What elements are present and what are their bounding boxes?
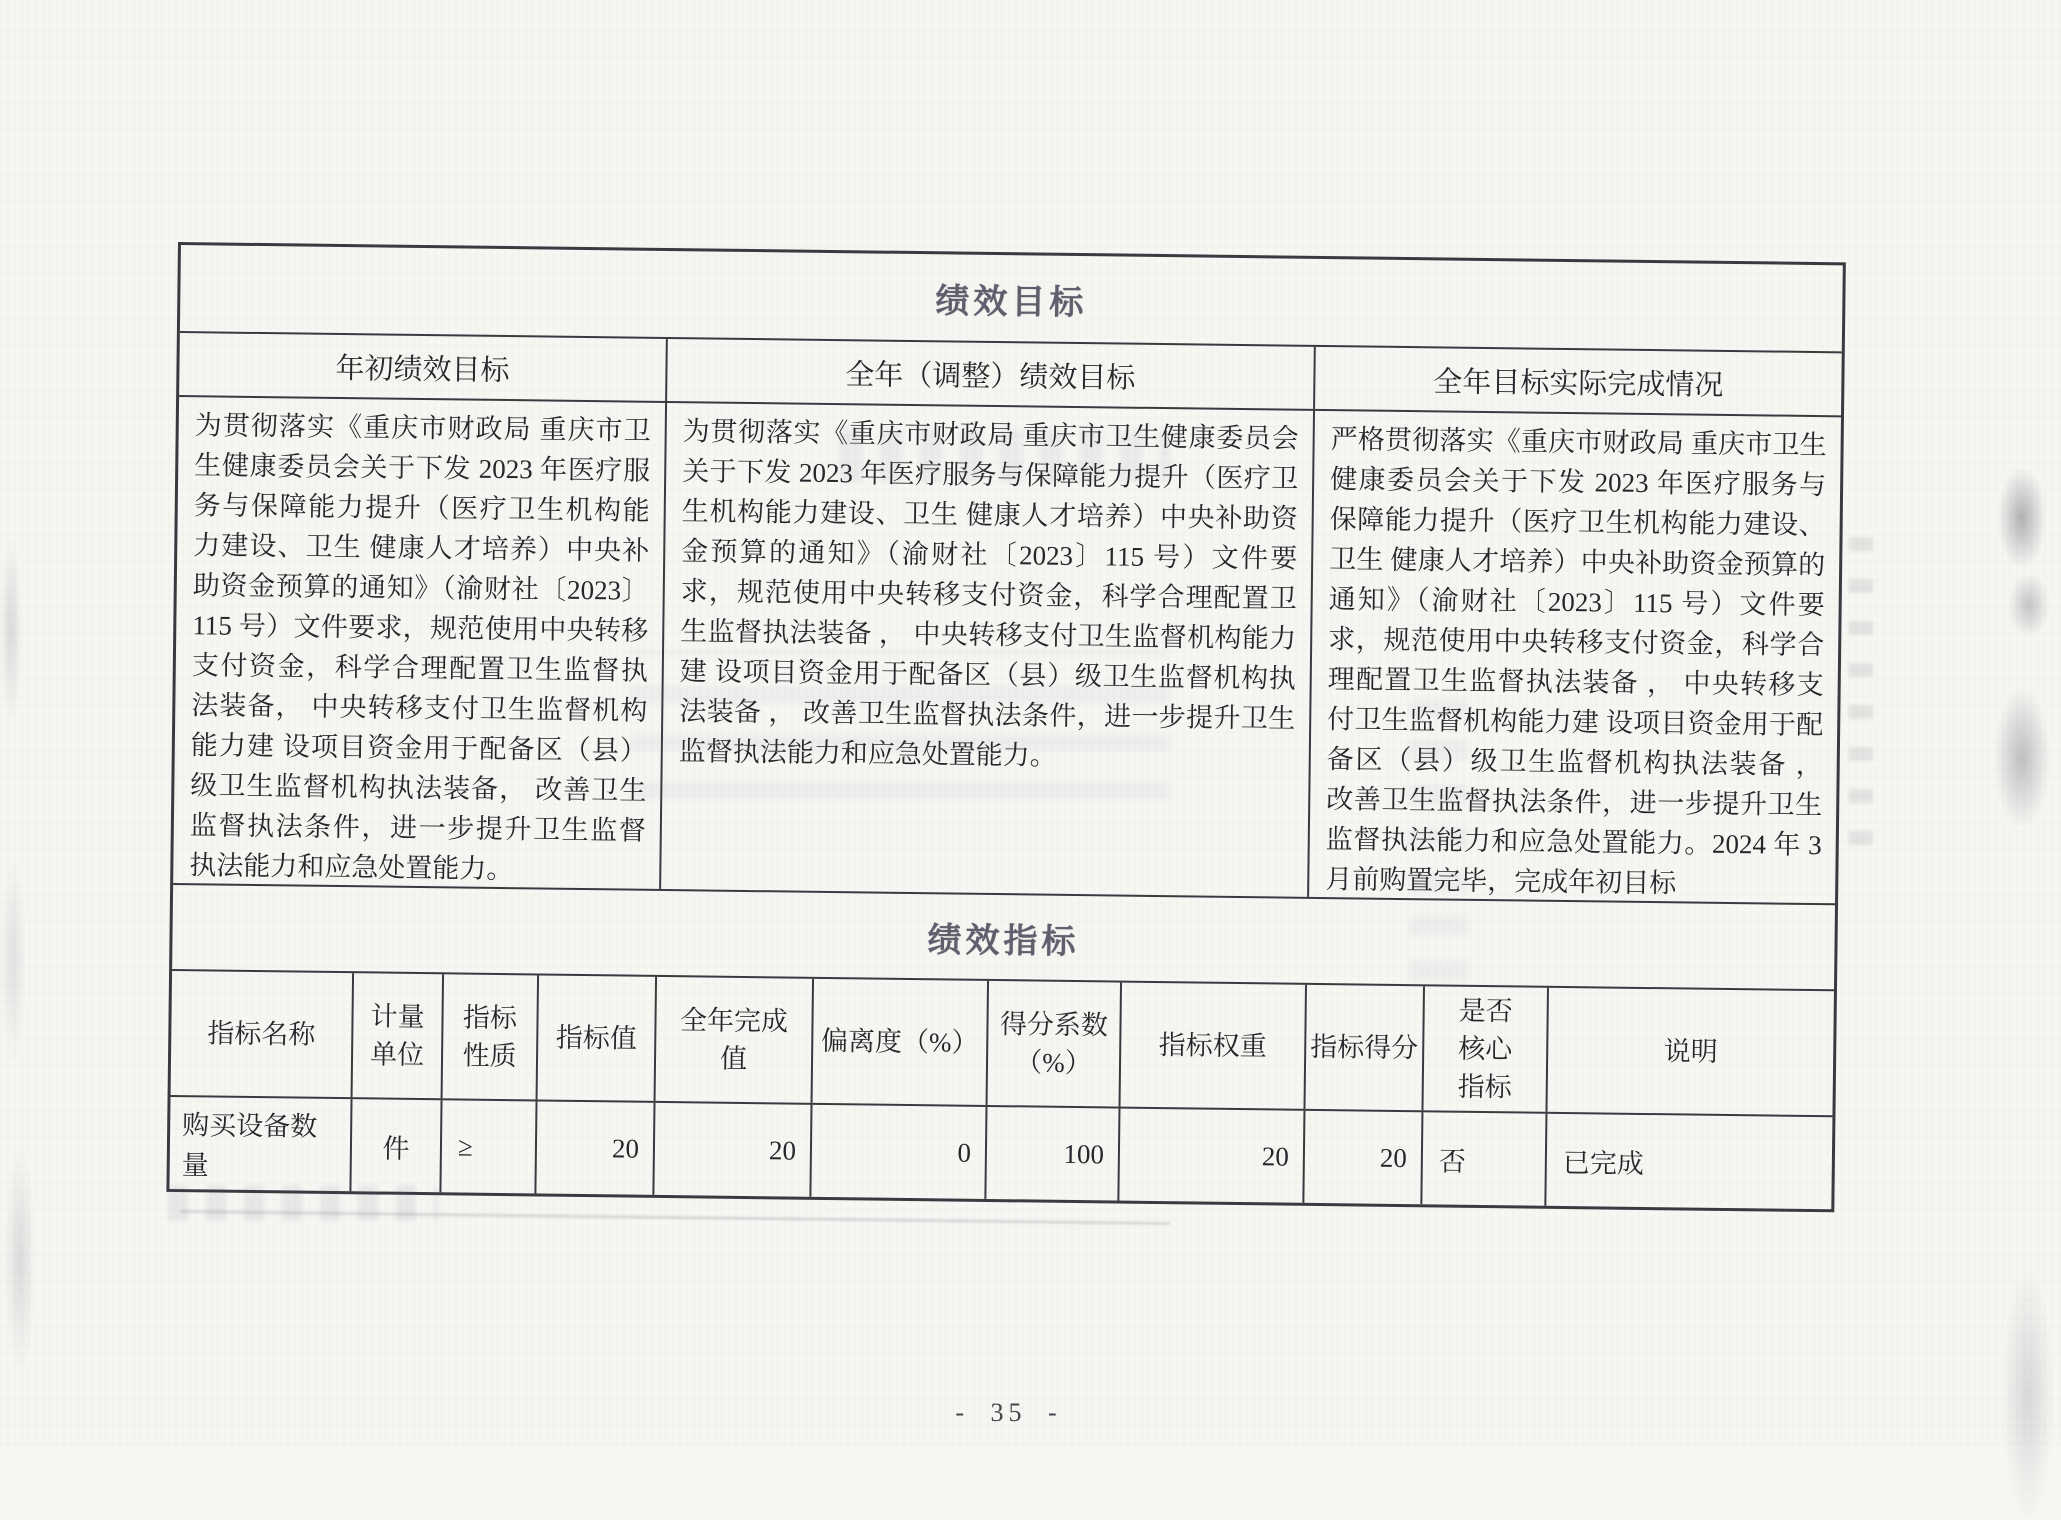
col-header-score-coefficient: 得分系数（%）: [986, 981, 1121, 1107]
goals-section-title: 绩效目标: [935, 281, 1088, 322]
cell-core-indicator: 否: [1420, 1112, 1545, 1206]
performance-report-table: [166, 242, 1845, 1212]
cell-deviation: 0: [809, 1105, 985, 1199]
goals-body-row: [173, 397, 1841, 905]
col-header-note: 说明: [1545, 988, 1833, 1115]
cell-score: 20: [1302, 1111, 1421, 1204]
col-header-unit: 计量单位: [351, 973, 443, 1098]
goal-body-adjusted: 为贯彻落实《重庆市财政局 重庆市卫生健康委员会关于下发 2023 年医疗服务与保障能力提升（医疗卫生机构能力建设、卫生 健康人才培养）中央补助资金预算的通知》（渝财社〔2023〕115 号）文件要求，规范使用中央转移支付资金，科学合理配置卫生监督执法装备 ， 中央转移支付卫生监督机构能力建 设项目资金用于配备区（县）级卫生监督机构执法装备 ， 改善卫生监督执法条件，进一步提升卫生监督执法能力和应急处置能力。: [659, 403, 1313, 897]
cell-completed-value: 20: [652, 1103, 810, 1197]
col-header-weight: 指标权重: [1119, 983, 1306, 1109]
cell-target-value: 20: [534, 1101, 653, 1194]
indicators-section-title: 绩效指标: [927, 920, 1080, 961]
col-header-deviation: 偏离度（%）: [811, 979, 988, 1105]
table-row: [169, 1097, 1832, 1209]
goal-body-actual: 严格贯彻落实《重庆市财政局 重庆市卫生健康委员会关于下发 2023 年医疗服务与保障能力提升（医疗卫生机构能力建设、卫生 健康人才培养）中央补助资金预算的通知》（渝财社〔2023〕115 号）文件要求，规范使用中央转移支付资金，科学合理配置卫生监督执法装备 ， 中央转移支付卫生监督机构能力建 设项目资金用于配备区（县）级卫生监督机构执法装备 ， 改善卫生监督执法条件，进一步提升卫生监督执法能力和应急处置能力。2024 年 3 月前购置完毕，完成年初目标: [1307, 411, 1841, 903]
col-header-target-value: 指标值: [536, 975, 656, 1100]
cell-indicator-name: 购买设备数量: [181, 1110, 318, 1181]
col-header-nature: 指标性质: [441, 974, 538, 1099]
col-header-completed-value: 全年完成值: [654, 977, 813, 1103]
goal-body-initial: 为贯彻落实《重庆市财政局 重庆市卫生健康委员会关于下发 2023 年医疗服务与保障能力提升（医疗卫生机构能力建设、卫生 健康人才培养）中央补助资金预算的通知》（渝财社〔2023〕 115 号）文件要求，规范使用中央转移支付资金，科学合理配置卫生监督执法装备， 中央转移支付卫生监督机构能力建 设项目资金用于配备区（县）级卫生监督机构执法装备， 改善卫生监督执法条件，进一步提升卫生监督执法能力和应急处置能力。: [189, 410, 651, 885]
goal-header-adjusted: 全年（调整）绩效目标: [665, 339, 1314, 409]
col-header-indicator-name: 指标名称: [207, 1018, 316, 1050]
cell-nature: ≥: [439, 1100, 535, 1193]
page-number: - 35 -: [955, 1398, 1062, 1427]
indicators-header-row: [171, 971, 1834, 1117]
cell-note: 已完成: [1544, 1114, 1832, 1209]
col-header-score: 指标得分: [1303, 985, 1423, 1110]
cell-score-coefficient: 100: [984, 1107, 1118, 1201]
col-header-core-indicator: 是否核心指标: [1421, 986, 1547, 1112]
goal-header-initial: 年初绩效目标: [335, 352, 510, 387]
goal-header-actual: 全年目标实际完成情况: [1313, 347, 1842, 415]
cell-unit: 件: [349, 1099, 440, 1192]
cell-weight: 20: [1117, 1109, 1303, 1203]
